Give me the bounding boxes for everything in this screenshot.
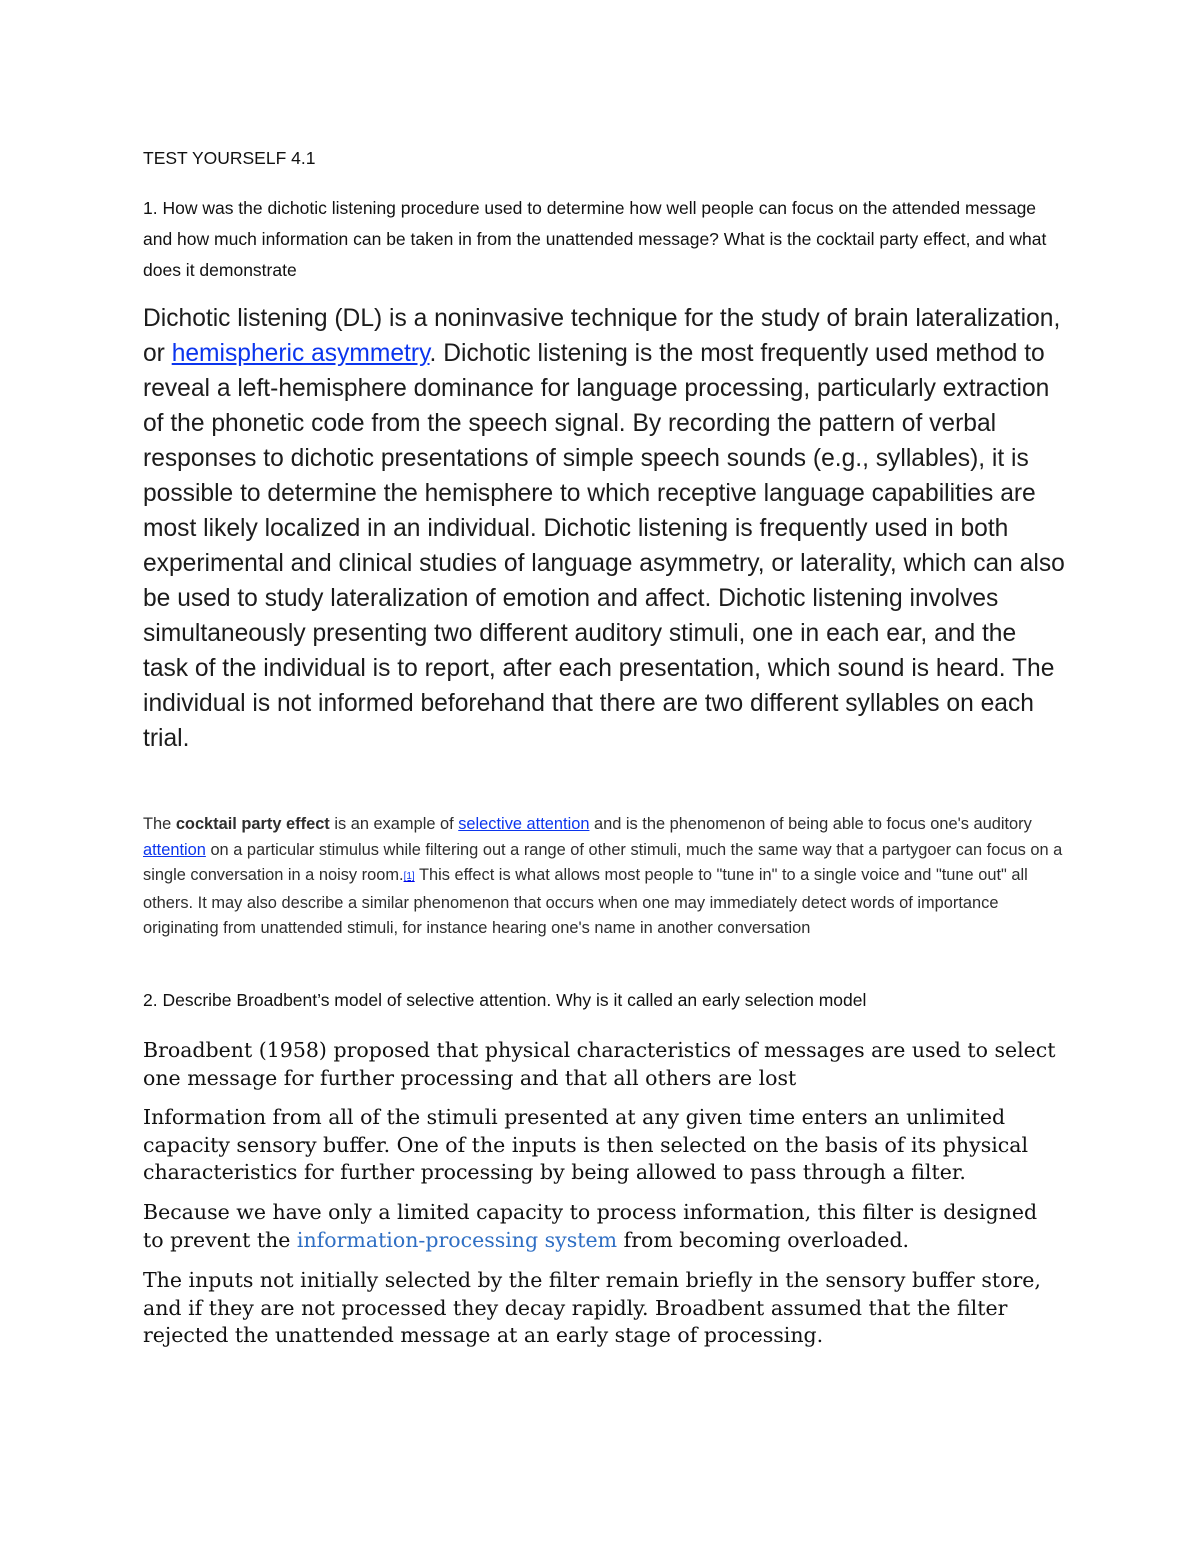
selective-attention-link[interactable]: selective attention	[458, 815, 590, 833]
cp-text-3: and is the phenomenon of being able to focus one's auditory	[589, 815, 1032, 833]
attention-link[interactable]: attention	[143, 840, 206, 859]
reference-1-link[interactable]	[404, 866, 415, 884]
cp-text-4: on a particular stimulus while filtering out a range of other stimuli, much the same way that a partygoer can focus on a single conversation in a noisy room.	[143, 840, 1063, 884]
hemispheric-asymmetry-link[interactable]: hemispheric asymmetry	[171, 340, 430, 367]
page-title: TEST YOURSELF 4.1	[143, 148, 316, 168]
broadbent-paragraph-2: Information from all of the stimuli presented at any given time enters an unlimited capacity sensory buffer. One of the inputs is then selected on the basis of its physical characteristics for further processing by being allowed to pass through a filter.	[143, 1105, 1029, 1184]
reference-1: [1]	[403, 871, 415, 882]
cp-bold-term: cocktail party effect	[175, 815, 330, 833]
dichotic-listening-paragraph	[143, 301, 1068, 756]
cocktail-party-paragraph	[143, 812, 1068, 942]
cp-text-1: The	[143, 815, 176, 833]
dl-text-1: Dichotic listening (DL) is a noninvasive technique for the study of brain lateralization, or	[143, 305, 1061, 367]
broadbent-paragraph-3	[143, 1199, 1063, 1254]
broadbent-paragraph-4: The inputs not initially selected by the filter remain briefly in the sensory buffer store, and if they are not processed they decay rapidly. Broadbent assumed that the filter rejected the unattended message at an early stage of processing.	[143, 1268, 1041, 1347]
question-2: 2. Describe Broadbent’s model of selective attention. Why is it called an early selection model	[143, 990, 867, 1010]
information-processing-system-link[interactable]: information-processing system	[296, 1227, 618, 1252]
question-1: 1. How was the dichotic listening procedure used to determine how well people can focus on the attended message and how much information can be taken in from the unattended message? What is the cocktail party effect, and what does it demonstrate	[143, 198, 1047, 280]
bb-p3-text-2: from becoming overloaded.	[617, 1227, 910, 1252]
cp-text-5: This effect is what allows most people to "tune in" to a single voice and "tune out" all others. It may also describe a similar phenomenon that occurs when one may immediately detect words of importance originating from unattended stimuli, for instance hearing one's name in another conversation	[143, 866, 1028, 937]
bb-p3-text-1: Because we have only a limited capacity to process information, this filter is designed to prevent the	[143, 1200, 1038, 1252]
dl-text-2: . Dichotic listening is the most frequently used method to reveal a left-hemisphere dominance for language processing, particularly extraction of the phonetic code from the speech signal. By recording the pattern of verbal responses to dichotic presentations of simple speech sounds (e.g., syllables), it is possible to determine the hemisphere to which receptive language capabilities are most likely localized in an individual. Dichotic listening is frequently used in both experimental and clinical studies of language asymmetry, or laterality, which can also be used to study lateralization of emotion and affect. Dichotic listening involves simultaneously presenting two different auditory stimuli, one in each ear, and the task of the individual is to report, after each presentation, which sound is heard. The individual is not informed beforehand that there are two different syllables on each trial.	[143, 340, 1065, 752]
cp-text-2: is an example of	[329, 815, 459, 833]
broadbent-paragraph-1: Broadbent (1958) proposed that physical characteristics of messages are used to select one message for further processing and that all others are lost	[143, 1038, 1056, 1090]
